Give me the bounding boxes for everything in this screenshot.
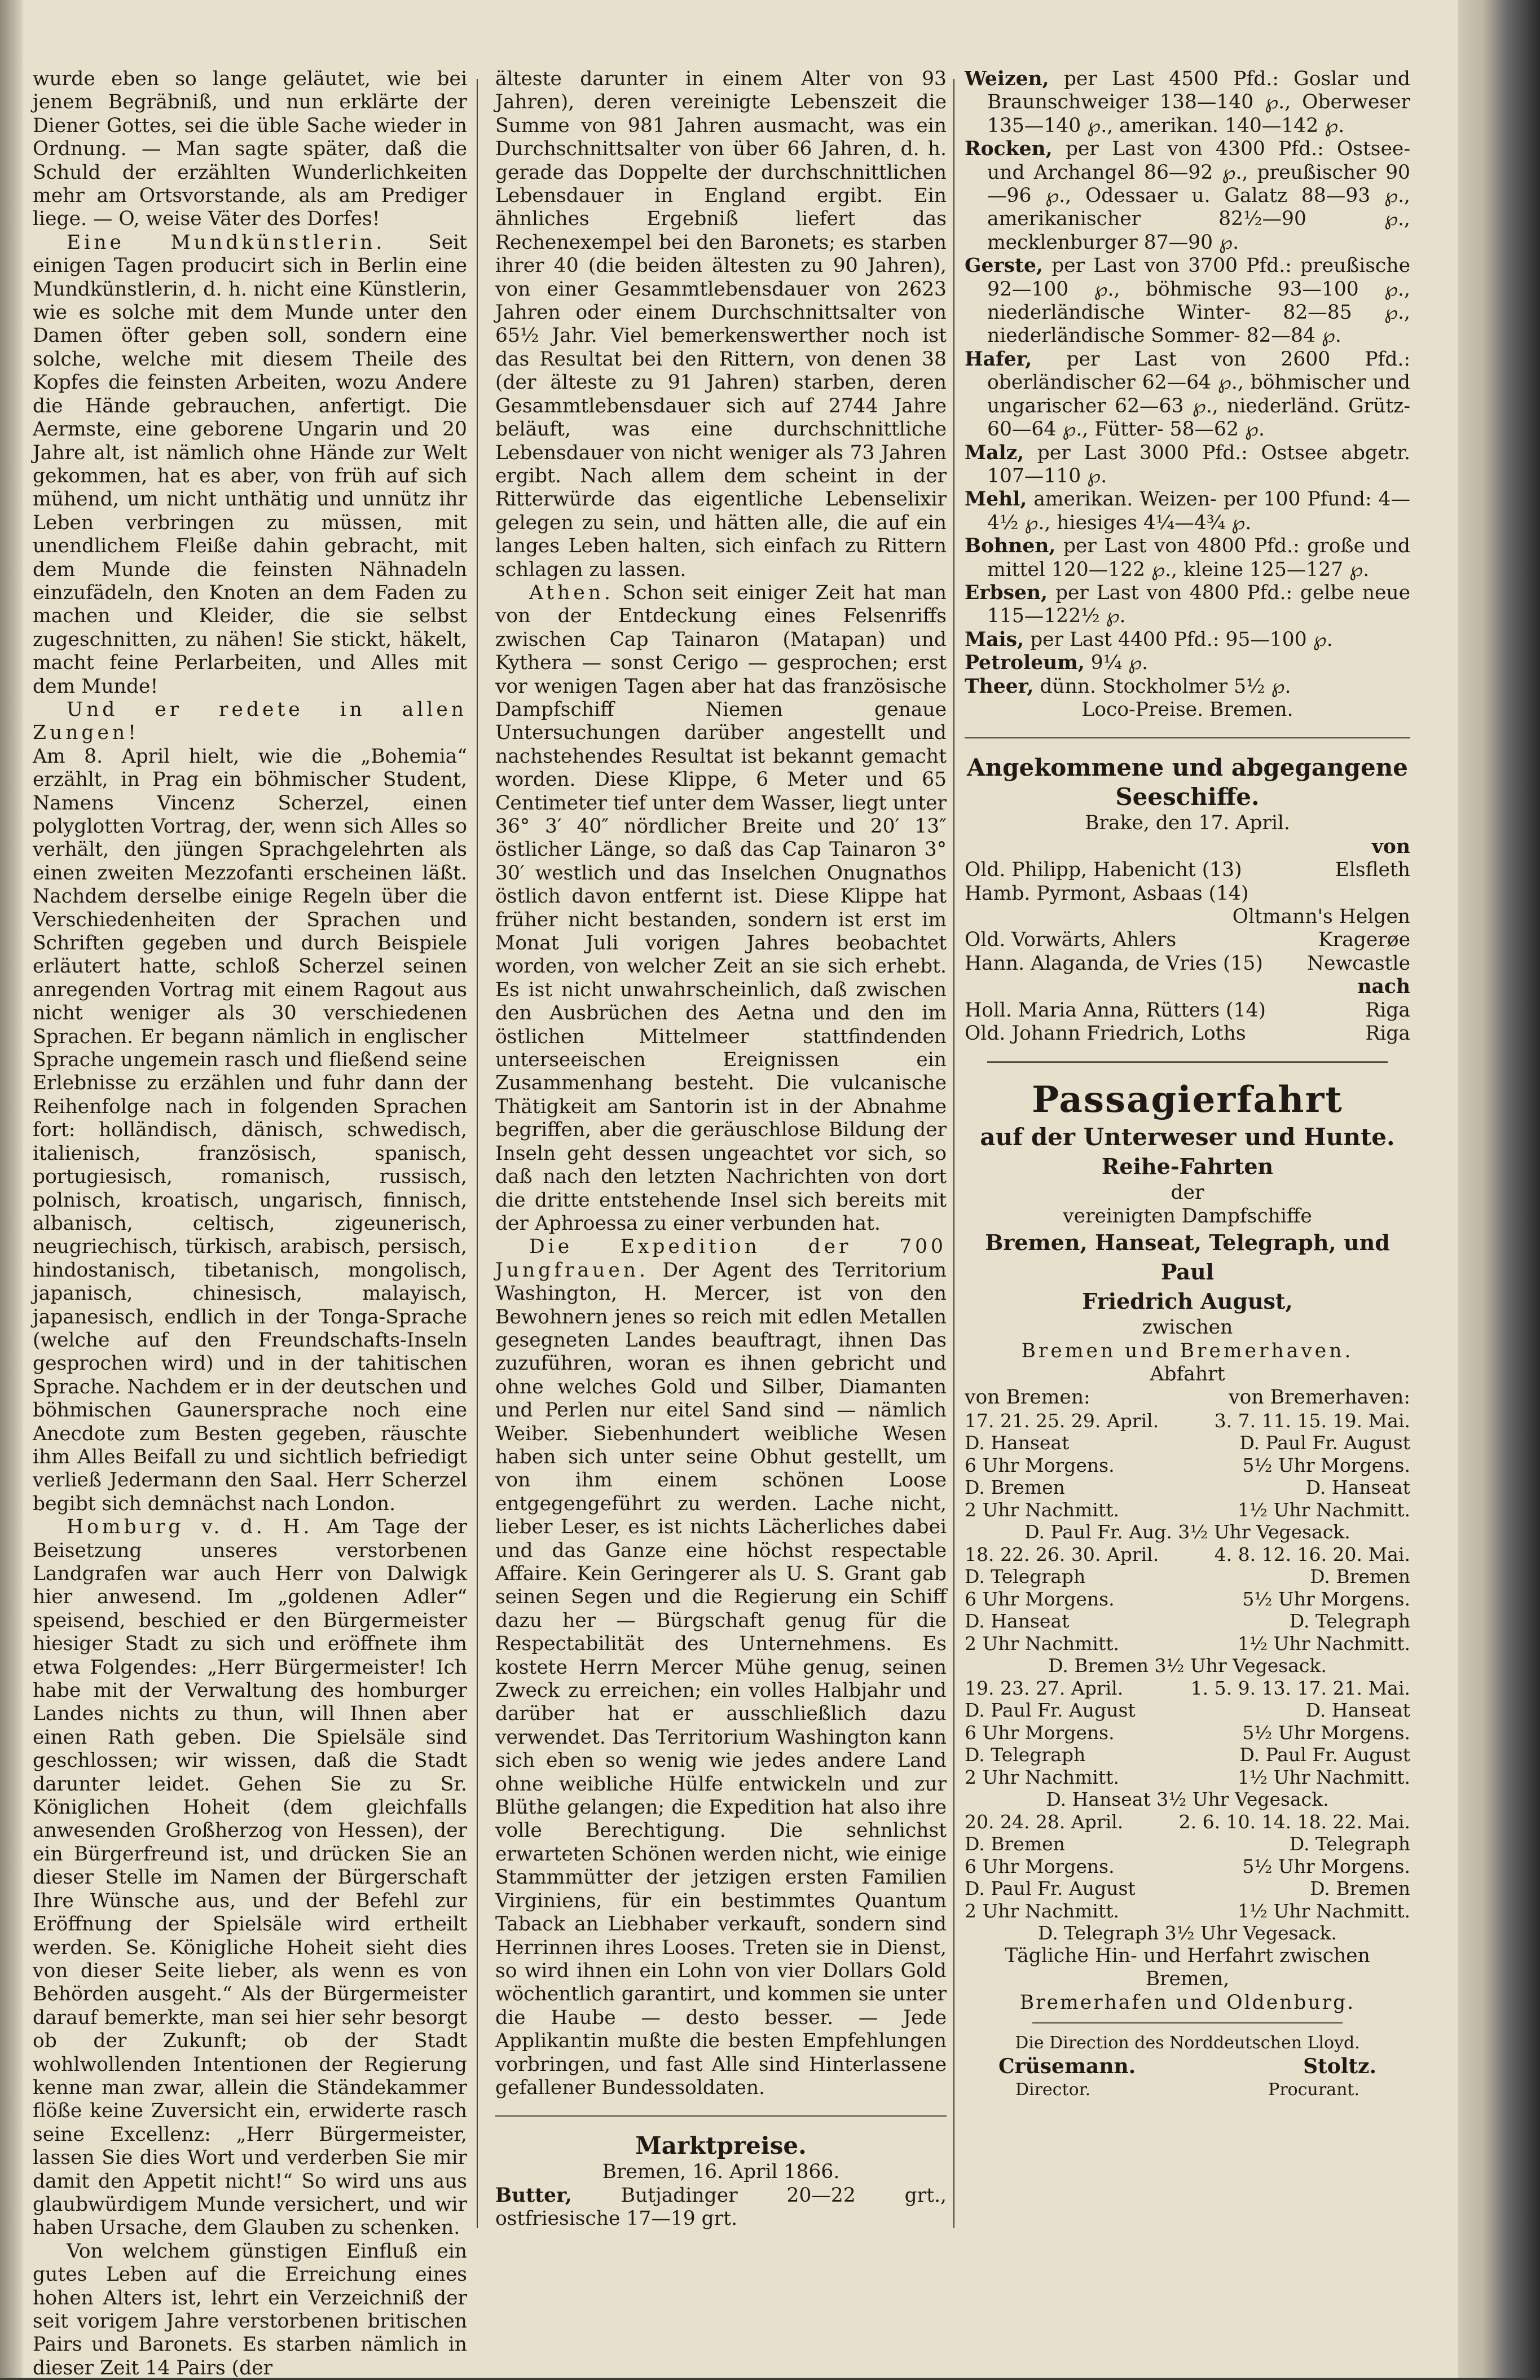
- advert-signatures: [965, 2055, 1410, 2078]
- schedule-left: 17. 21. 25. 29. April.: [965, 1409, 1159, 1432]
- market-dateline: Bremen, 16. April 1866.: [602, 2161, 840, 2184]
- schedule-left: 6 Uhr Morgens.: [965, 1454, 1115, 1476]
- market-item-key: Rocken,: [965, 138, 1053, 161]
- market-item: [965, 488, 1410, 535]
- schedule-left: 2 Uhr Nachmitt.: [965, 1632, 1119, 1655]
- schedule-left: 2 Uhr Nachmitt.: [965, 1899, 1119, 1922]
- schedule-right: 5½ Uhr Morgens.: [1242, 1587, 1410, 1610]
- market-item-key: Hafer,: [965, 347, 1032, 371]
- advert-daily-2: Bremerhafen und Oldenburg.: [1019, 1991, 1356, 2014]
- article-village-end: wurde eben so lange geläutet, wie bei jenem Begräbniß, und nun erklärte der Diener Gottes, sei die üble Sache wieder in Ordnung. — Man sagte später, daß die Schuld der erzählten Wunderlichkeiten mehr am Ortsvorstande, als am Prediger liege. — O, weise Väter des Dorfes!: [33, 68, 467, 231]
- schedule-right: D. Telegraph: [1289, 1610, 1410, 1633]
- schedule-right: D. Paul Fr. August: [1239, 1432, 1410, 1454]
- schedule-row: [965, 1766, 1410, 1789]
- market-item: [965, 628, 1410, 652]
- advert-route: Bremen und Bremerhaven.: [1021, 1339, 1354, 1362]
- schedule-row: [965, 1476, 1410, 1499]
- market-item: [965, 582, 1410, 628]
- body-homburg: Am Tage der Beisetzung unseres verstorbenen Landgrafen war auch Herr von Dalwigk hier anwesend. Im „goldenen Adler“ speisend, beschied er den Bürgermeister hiesiger Stadt zu sich und eröffnete ihm etwa Folgendes: „Herr Bürgermeister! Ich habe mit der Verwaltung des homburger Landes nichts zu thun, will Ihnen aber einen Rath geben. Die Spielsäle sind geschlossen; wir wissen, daß die Stadt darunter leidet. Gehen Sie zu Sr. Königlichen Hoheit (dem gleichfalls anwesenden Großherzog von Hessen), der ein Bürgerfreund ist, und drücken Sie an dieser Stelle im Namen der Bürgerschaft Ihre Wünsche aus, und der Befehl zur Eröffnung der Spielsäle wird ertheilt werden. Se. Königliche Hoheit sieht dies von dieser Seite lieber, als wenn es von Behörden ausgeht.“ Als der Bürgermeister darauf bemerkte, man sei hier sehr besorgt ob der Zukunft; ob der Stadt wohlwollenden Intentionen der Regierung kenne man zwar, allein die Ständekammer flöße keine Zuversicht ein, erwiderte rasch seine Excellenz: „Herr Bürgermeister, lassen Sie dies Wort und verderben Sie mir damit den Appetit nicht!“ So wird uns aus glaubwürdigem Munde versichert, und wir haben Ursache, dem Glauben zu schenken.: [33, 1516, 467, 2240]
- market-item-value: per Last 4500 Pfd.: Goslar und Braunschweiger 138—140 ℘., Oberweser 135—140 ℘., amerikan. 140—142 ℘.: [987, 68, 1411, 137]
- schedule-right: D. Hanseat: [1305, 1699, 1410, 1722]
- ship-port: Newcastle: [1306, 952, 1410, 975]
- column-rule-1: [477, 79, 478, 2228]
- schedule-left: D. Telegraph 3½ Uhr Vegesack.: [1037, 1922, 1337, 1945]
- schedule-right: 3. 7. 11. 15. 19. Mai.: [1214, 1409, 1410, 1432]
- ship-port: Oltmann's Helgen: [1232, 905, 1410, 928]
- signature-cruesemann: Crüsemann.: [998, 2054, 1136, 2078]
- schedule-left: 2 Uhr Nachmitt.: [965, 1498, 1119, 1521]
- advert-verein: vereinigten Dampfschiffe: [1063, 1204, 1312, 1228]
- headline-mundkuenstlerin: Eine Mundkünstlerin.: [67, 231, 386, 254]
- market-item: [965, 348, 1410, 442]
- schedule-row: [965, 1633, 1410, 1655]
- schedule-row: [965, 1410, 1410, 1432]
- market-item-key: Bohnen,: [965, 535, 1056, 558]
- schedule-left: 6 Uhr Morgens.: [965, 1721, 1115, 1744]
- schedule-left: D. Bremen 3½ Uhr Vegesack.: [1048, 1655, 1327, 1677]
- column-2: [495, 68, 947, 2231]
- advert-ships-line2: Friedrich August,: [1082, 1288, 1293, 1314]
- schedule-left: D. Bremen: [965, 1476, 1065, 1499]
- market-butter-value: Butjadinger 20—22 grt., ostfriesische 17—19 grt.: [495, 2184, 947, 2231]
- schedule-left: D. Hanseat: [965, 1432, 1070, 1454]
- market-item-key: Mais,: [965, 628, 1024, 651]
- article-zungen: Am 8. April hielt, wie die „Bohemia“ erzählt, in Prag ein böhmischer Student, Namens Vincenz Scherzel, einen polyglotten Vortrag, der, wenn sich Alles so verhält, den jüngen Sprachgelehrten als einen zweiten Mezzofanti erscheinen läßt. Nachdem derselbe einige Regeln über die Verschiedenheiten der Sprachen und Schriften gegeben und durch Beispiele erläutert hatte, schloß Scherzel seinen anregenden Vortrag mit einem Ragout aus nicht weniger als 30 verschiedenen Sprachen. Er begann nämlich in englischer Sprache ungemein rasch und fließend seine Erlebnisse zu erzählen und fuhr dann der Reihenfolge nach in folgenden Sprachen fort: holländisch, dänisch, schwedisch, italienisch, französisch, spanisch, portugiesisch, romanisch, russisch, polnisch, kroatisch, ungarisch, finnisch, albanisch, celtisch, zigeunerisch, neugriechisch, türkisch, arabisch, persisch, hindostanisch, tibetanisch, mongolisch, japanisch, chinesisch, malayisch, japanesisch, endlich in der Tonga-Sprache (welche auf den Freundschafts-Inseln gesprochen wird) und in der tahitischen Sprache. Nachdem er in der deutschen und böhmischen Gaunersprache noch eine Anecdote zum Besten gegeben, räuschte ihm Alles Beifall zu und sichtlich befriedigt verließ Jedermann den Saal. Herr Scherzel begibt sich demnächst nach London.: [33, 745, 467, 1515]
- article-zungen-head: [33, 698, 467, 745]
- schedule-row: [965, 1833, 1410, 1855]
- market-item-value: per Last 3000 Pfd.: Ostsee abgetr. 107—110 ℘.: [987, 441, 1410, 487]
- schedule-left: 2 Uhr Nachmitt.: [965, 1766, 1119, 1788]
- ships-von-label: von: [1371, 835, 1410, 858]
- market-item-value: per Last von 4800 Pfd.: große und mittel 120—122 ℘., kleine 125—127 ℘.: [987, 535, 1410, 581]
- ship-row: [965, 905, 1410, 929]
- market-item-key: Mehl,: [965, 488, 1027, 511]
- schedule-right: 1½ Uhr Nachmitt.: [1238, 1766, 1410, 1788]
- market-item-value: per Last von 4800 Pfd.: gelbe neue 115—122½ ℘.: [987, 581, 1411, 628]
- schedule-from-bremen: von Bremen:: [965, 1386, 1090, 1409]
- market-item-value: per Last von 3700 Pfd.: preußische 92—100 ℘., böhmische 93—100 ℘., niederländische Winter- 82—85 ℘., niederländische Sommer- 82—84 ℘.: [987, 254, 1410, 347]
- ship-port: Riga: [1365, 1022, 1410, 1045]
- schedule-header: [965, 1386, 1410, 1409]
- schedule-left: D. Telegraph: [965, 1565, 1086, 1588]
- ships-dateline: Brake, den 17. April.: [1085, 812, 1290, 835]
- schedule-row: [965, 1877, 1410, 1900]
- schedule-row: [965, 1432, 1410, 1454]
- market-item: [965, 138, 1410, 254]
- divider-signature: [1032, 2022, 1343, 2023]
- schedule-left: D. Telegraph: [965, 1744, 1086, 1766]
- ships-title: Angekommene und abgegangene Seeschiffe.: [966, 754, 1408, 811]
- market-butter: [495, 2184, 947, 2231]
- market-item-key: Weizen,: [965, 68, 1049, 90]
- schedule-row: [965, 1900, 1410, 1923]
- schedule-right: 1. 5. 9. 13. 17. 21. Mai.: [1190, 1677, 1410, 1699]
- market-item: [965, 442, 1410, 489]
- book-edge: [1458, 0, 1540, 2378]
- headline-zungen: Und er redete in allen Zungen!: [33, 698, 467, 745]
- advert-title: Passagierfahrt: [1032, 1079, 1343, 1121]
- schedule-right: 5½ Uhr Morgens.: [1242, 1721, 1410, 1744]
- schedule-left: D. Hanseat: [965, 1610, 1070, 1633]
- market-item: [965, 535, 1410, 582]
- body-athen: Schon seit einiger Zeit hat man von der Entdeckung eines Felsenriffs zwischen Cap Tainaron (Matapan) und Kythera — sonst Cerigo — gesprochen; erst vor wenigen Tagen aber hat das französische Dampfschiff Niemen genaue Untersuchungen darüber angestellt und nachstehendes Resultat ist bekannt gemacht worden. Diese Klippe, 6 Meter und 65 Centimeter tief unter dem Wasser, liegt unter 36° 3′ 40″ nördlicher Breite und 20′ 13″ östlicher Länge, so daß das Cap Tainaron 3° 30′ westlich und das Inselchen Onugnathos östlich davon entfernt ist. Diese Klippe hat früher nicht bestanden, sondern ist erst im Monat Juli vorigen Jahres beobachtet worden, von welcher Zeit an sie sich erhebt. Es ist nicht unwahrscheinlich, daß zwischen den Ausbrüchen des Aetna und den im östlichen Mittelmeer stattfindenden unterseeischen Ereignissen ein Zusammenhang besteht. Die vulcanische Thätigkeit am Santorin ist in der Abnahme begriffen, aber die geräuschlose Bildung der Inseln geht dessen ungeachtet vor sich, so daß nach den letzten Nachrichten von dort die dritte entstehende Insel sich bereits mit der Aphroessa zu einer verbunden hat.: [495, 581, 947, 1235]
- advert-ships-line1: Bremen, Hanseat, Telegraph, und Paul: [985, 1230, 1390, 1285]
- article-homburg: [33, 1516, 467, 2240]
- schedule-row: [965, 1588, 1410, 1611]
- schedule-right: 4. 8. 12. 16. 20. Mai.: [1214, 1543, 1410, 1565]
- schedule-left: 6 Uhr Morgens.: [965, 1855, 1115, 1877]
- ship-row: [965, 1022, 1410, 1045]
- ship-row: [965, 882, 1410, 905]
- advert-direction: Die Direction des Norddeutschen Lloyd.: [1015, 2033, 1360, 2053]
- schedule-left: D. Paul Fr. August: [965, 1699, 1136, 1722]
- market-item-value: per Last 4400 Pfd.: 95—100 ℘.: [1030, 628, 1333, 651]
- advert-daily-1: Tägliche Hin- und Herfahrt zwischen Bremen,: [1005, 1944, 1370, 1991]
- schedule-right: 1½ Uhr Nachmitt.: [1238, 1498, 1410, 1521]
- role-procurant: Procurant.: [1268, 2079, 1359, 2100]
- market-title: Marktpreise.: [635, 2132, 807, 2160]
- schedule-left: D. Hanseat 3½ Uhr Vegesack.: [1046, 1788, 1329, 1811]
- schedule-row: [965, 1811, 1410, 1833]
- ship-name: Hann. Alaganda, de Vries (15): [965, 952, 1263, 975]
- article-pairs-cont: älteste darunter in einem Alter von 93 Jahren), deren vereinigte Lebenszeit die Summe von 981 Jahren ausmacht, was ein Durchschnittsalter von über 66 Jahren, d. h. gerade das Doppelte der durchschnittlichen Lebensdauer in England ergibt. Ein ähnliches Ergebniß liefert das Rechenexempel bei den Baronets; es starben ihrer 40 (die beiden ältesten zu 90 Jahren), von einer Gesammtlebensdauer von 2623 Jahren oder einem Durchschnittsalter von 65½ Jahr. Viel bemerkenswerther noch ist das Resultat bei den Rittern, von denen 38 (der älteste zu 91 Jahren) starben, deren Gesammtlebensdauer sich auf 2744 Jahre beläuft, was eine durchschnittliche Lebensdauer von nicht weniger als 73 Jahren ergibt. Nach allem dem scheint in der Ritterwürde das eigentliche Lebenselixir gelegen zu sein, und hätten alle, die auf ein langes Leben halten, sich einfach zu Rittern schlagen zu lassen.: [495, 68, 947, 581]
- schedule-right: D. Hanseat: [1305, 1476, 1410, 1499]
- market-item-key: Erbsen,: [965, 581, 1048, 604]
- advert-roles: [965, 2078, 1410, 2101]
- ship-row: [965, 859, 1410, 882]
- column-3: [965, 68, 1410, 2155]
- advert-zwischen: zwischen: [1142, 1316, 1233, 1339]
- binding-gutter: [0, 0, 23, 2378]
- column-rule-2: [953, 79, 954, 2228]
- article-mundkuenstlerin: [33, 231, 467, 698]
- schedule-right: D. Paul Fr. August: [1239, 1744, 1410, 1766]
- body-expedition: Der Agent des Territorium Washington, H. Mercer, ist von den Bewohnern jenes so reich mit edlen Metallen gesegneten Landes beauftragt, ihnen Das zuzuführen, woran es ihnen gebricht und ohne welches Gold und Silber, Diamanten und Perlen nur eitel Sand sind — nämlich Weiber. Siebenhundert weibliche Wesen haben sich unter seine Obhut gestellt, um von ihm einem schönen Loose entgegengeführt zu werden. Lache nicht, lieber Leser, es ist nichts Lächerliches dabei und das Ganze eine höchst respectable Affaire. Kein Geringerer als U. S. Grant gab seinen Segen und die Regierung ein Schiff dazu her — Bürgschaft genug für die Respectabilität des Unternehmens. Es kostete Herrn Mercer Mühe genug, seinen Zweck zu erreichen; ein volles Halbjahr und darüber hat er ausschließlich dazu verwendet. Das Territorium Washington kann sich eben so wenig wie jedes andere Land ohne weibliche Hülfe entwickeln und zur Blüthe gelangen; die Expedition hat also ihre volle Berechtigung. Die sehnlichst erwarteten Schönen werden nicht, wie einige Stammmütter der jetzigen ersten Familien Virginiens, für ein bestimmtes Quantum Taback an Liebhaber verkauft, sondern sind Herrinnen ihres Looses. Treten sie in Dienst, so wird ihnen ein Lohn von vier Dollars Gold wöchentlich garantirt, und kommen sie unter die Haube — desto besser. — Jede Applikantin mußte die besten Empfehlungen vorbringen, und fast Alle sind Hinterlassene gefallener Bundessoldaten.: [495, 1259, 947, 2099]
- advert-reihe: Reihe-Fahrten: [1101, 1154, 1274, 1180]
- schedule-row: [965, 1788, 1410, 1811]
- ship-name: Old. Vorwärts, Ahlers: [965, 929, 1177, 952]
- schedule-row: [965, 1521, 1410, 1543]
- schedule-row: [965, 1543, 1410, 1566]
- schedule-table: [965, 1410, 1410, 1945]
- schedule-right: 5½ Uhr Morgens.: [1242, 1454, 1410, 1476]
- schedule-left: D. Paul Fr. Aug. 3½ Uhr Vegesack.: [1024, 1521, 1350, 1543]
- ship-port: Riga: [1365, 998, 1410, 1022]
- market-item: [965, 652, 1410, 675]
- schedule-left: 18. 22. 26. 30. April.: [965, 1543, 1159, 1565]
- schedule-left: 19. 23. 27. April.: [965, 1677, 1124, 1699]
- market-item-key: Petroleum,: [965, 652, 1085, 675]
- schedule-left: 20. 24. 28. April.: [965, 1810, 1124, 1833]
- headline-homburg: Homburg v. d. H.: [67, 1516, 313, 1539]
- headline-athen: Athen.: [529, 581, 614, 604]
- article-pairs-start: Von welchem günstigen Einfluß ein gutes Leben auf die Erreichung eines hohen Alters ist, lehrt ein Verzeichniß der seit vorigem Jahre verstorbenen britischen Pairs und Baronets. Es starben nämlich in dieser Zeit 14 Pairs (der: [33, 2240, 467, 2379]
- divider-ships: [965, 737, 1410, 738]
- market-item-value: amerikan. Weizen- per 100 Pfund: 4—4½ ℘., hiesiges 4¼—4¾ ℘.: [987, 488, 1410, 534]
- schedule-row: [965, 1565, 1410, 1588]
- schedule-right: 1½ Uhr Nachmitt.: [1238, 1899, 1410, 1922]
- schedule-row: [965, 1610, 1410, 1633]
- article-expedition: [495, 1235, 947, 2100]
- headline-expedition: Die Expedition der 700 Jungfrauen.: [495, 1235, 947, 1282]
- schedule-right: D. Bremen: [1310, 1877, 1410, 1900]
- schedule-row: [965, 1655, 1410, 1677]
- market-item-value: 9¼ ℘.: [1090, 652, 1149, 675]
- ship-name: Old. Philipp, Habenicht (13): [965, 859, 1242, 882]
- ship-name: Old. Johann Friedrich, Loths: [965, 1022, 1246, 1045]
- ship-row: [965, 929, 1410, 952]
- market-prices-list: [965, 68, 1410, 698]
- divider-market: [495, 2115, 947, 2117]
- market-item-key: Malz,: [965, 441, 1024, 464]
- advert-subtitle: auf der Unterweser und Hunte.: [980, 1123, 1395, 1151]
- schedule-row: [965, 1454, 1410, 1477]
- market-item: [965, 68, 1410, 138]
- schedule-left: D. Bremen: [965, 1833, 1065, 1855]
- schedule-left: 6 Uhr Morgens.: [965, 1587, 1115, 1610]
- market-butter-key: Butter,: [495, 2184, 572, 2207]
- body-mundkuenstlerin: Seit einigen Tagen producirt sich in Berlin eine Mundkünstlerin, d. h. nicht eine Künstlerin, wie es solche mit dem Munde unter den Damen öfter geben soll, sondern eine solche, welche mit diesem Theile des Kopfes die feinsten Arbeiten, wozu Andere die Hände gebrauchen, anfertigt. Die Aermste, eine geborene Ungarin und 20 Jahre alt, ist nämlich ohne Hände zur Welt gekommen, hat es aber, von früh auf sich mühend, um nicht unthätig und unnütz ihr Leben verbringen zu müssen, mit unendlichem Fleiße dahin gebracht, mit dem Munde die feinsten Nähnadeln einzufädeln, den Knoten an dem Faden zu machen und Kleider, die sie selbst zugeschnitten, zu nähen! Sie stickt, häkelt, macht feine Perlarbeiten, und Alles mit dem Munde!: [33, 231, 468, 698]
- schedule-row: [965, 1677, 1410, 1700]
- ships-nach-label: nach: [1357, 975, 1410, 998]
- schedule-right: 5½ Uhr Morgens.: [1242, 1855, 1410, 1877]
- ship-port: Elsfleth: [1335, 859, 1410, 882]
- market-item-key: Theer,: [965, 675, 1034, 698]
- role-director: Director.: [1015, 2079, 1091, 2100]
- schedule-row: [965, 1855, 1410, 1878]
- schedule-row: [965, 1922, 1410, 1945]
- schedule-row: [965, 1499, 1410, 1521]
- market-item-value: per Last von 2600 Pfd.: oberländischer 62—64 ℘., böhmischer und ungarischer 62—63 ℘., niederländ. Grütz- 60—64 ℘., Fütter- 58—62 ℘.: [987, 347, 1410, 441]
- schedule-right: 1½ Uhr Nachmitt.: [1238, 1632, 1410, 1655]
- ship-name: Holl. Maria Anna, Rütters (14): [965, 998, 1266, 1022]
- advert-der: der: [1171, 1181, 1204, 1204]
- schedule-right: D. Telegraph: [1289, 1833, 1410, 1855]
- schedule-row: [965, 1744, 1410, 1766]
- schedule-right: D. Bremen: [1310, 1565, 1410, 1588]
- market-item: [965, 675, 1410, 698]
- ship-port: Kragerøe: [1318, 929, 1410, 952]
- advert-abfahrt: Abfahrt: [1150, 1363, 1225, 1386]
- market-item: [965, 254, 1410, 348]
- market-item-key: Gerste,: [965, 254, 1043, 278]
- schedule-left: D. Paul Fr. August: [965, 1877, 1136, 1900]
- market-item-value: dünn. Stockholmer 5½ ℘.: [1040, 675, 1291, 698]
- schedule-right: 2. 6. 10. 14. 18. 22. Mai.: [1178, 1810, 1410, 1833]
- schedule-row: [965, 1699, 1410, 1722]
- ship-row: [965, 952, 1410, 975]
- schedule-row: [965, 1722, 1410, 1744]
- article-athen: [495, 582, 947, 1235]
- divider-advert: [987, 1061, 1388, 1063]
- schedule-from-bremerhaven: von Bremerhaven:: [1229, 1386, 1410, 1409]
- market-item-value: per Last von 4300 Pfd.: Ostsee- und Archangel 86—92 ℘., preußischer 90—96 ℘., Odessaer u. Galatz 88—93 ℘., amerikanischer 82½—90 ℘., mecklenburger 87—90 ℘.: [987, 138, 1410, 254]
- ship-row: [965, 999, 1410, 1022]
- signature-stoltz: Stoltz.: [1303, 2054, 1376, 2078]
- market-footer: Loco-Preise. Bremen.: [1081, 698, 1293, 721]
- column-1: [33, 68, 468, 2379]
- ship-name: Hamb. Pyrmont, Asbaas (14): [965, 882, 1249, 905]
